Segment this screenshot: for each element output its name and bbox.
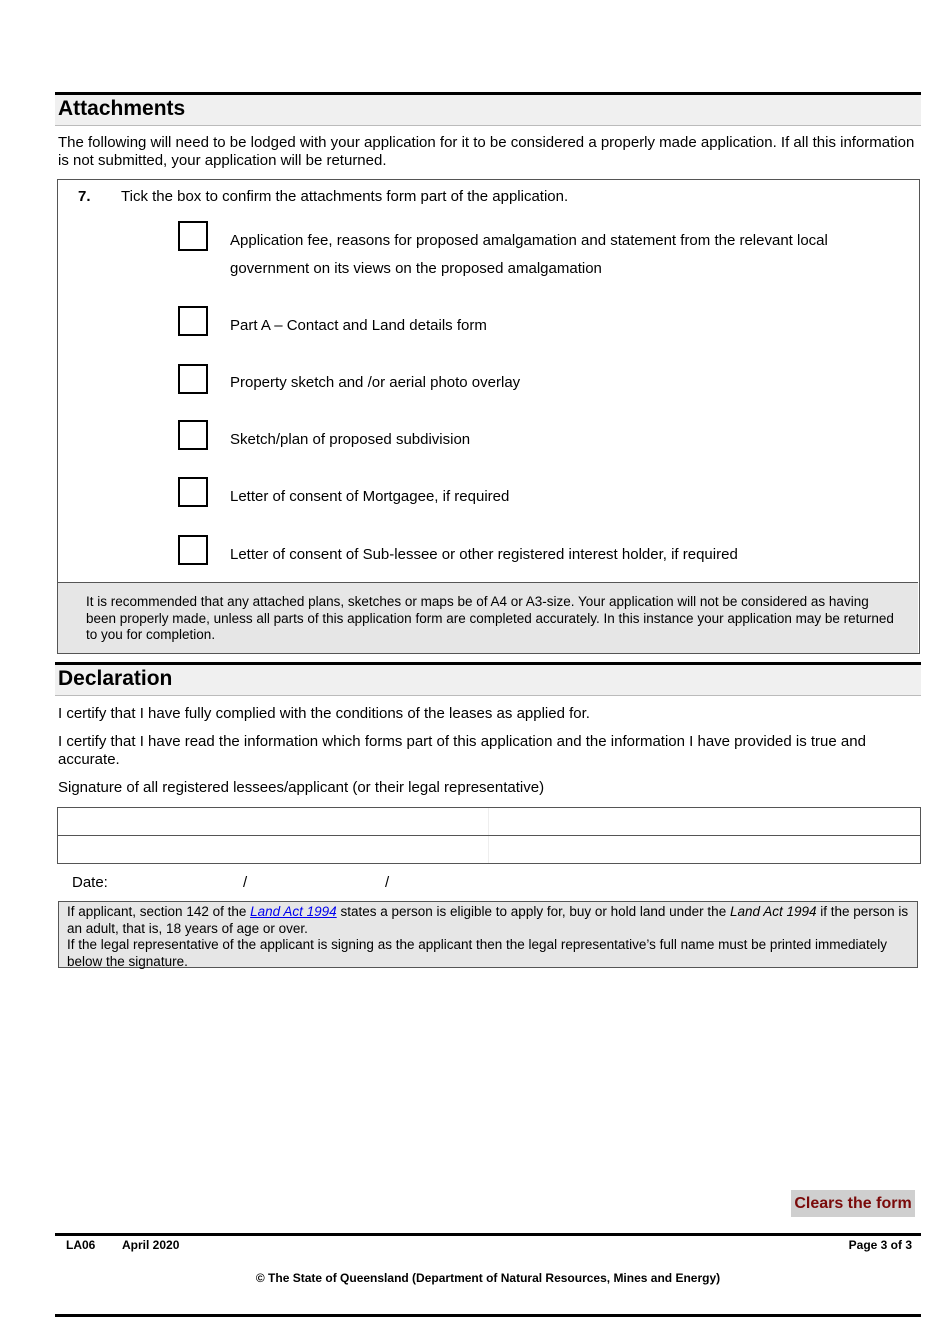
label-application-fee: Application fee, reasons for proposed amalgamation and statement from the relevant local government on its views on the proposed amalgamation [230,232,828,277]
date-label: Date: [72,874,108,891]
footer-page: Page 3 of 3 [848,1238,912,1252]
land-act-link[interactable]: Land Act 1994 [250,904,337,919]
note-part-2: states a person is eligible to apply for, buy or hold land under the [336,904,730,919]
date-separator-1: / [243,874,248,891]
question-text: Tick the box to confirm the attachments form part of the application. [121,188,569,205]
note-line-2: If the legal representative of the applicant is signing as the applicant then the legal representative’s full name must be printed immediately below the signature. [67,937,887,969]
date-separator-2: / [385,874,390,891]
signature-label: Signature of all registered lessees/applicant (or their legal representative) [58,779,545,796]
checkbox-application-fee[interactable] [178,221,208,251]
clear-form-button[interactable]: Clears the form [791,1190,915,1217]
declaration-header [55,662,921,696]
footer-rule-bottom [55,1314,921,1317]
declaration-title: Declaration [58,667,173,690]
attachments-note-box [58,582,918,653]
checkbox-subdivision-plan[interactable] [178,420,208,450]
note-italic-act: Land Act 1994 [729,904,817,919]
label-sublessee-consent: Letter of consent of Sub-lessee or other registered interest holder, if required [230,546,738,563]
declaration-note-box [58,901,918,968]
attachments-title: Attachments [58,97,186,120]
date-year-field[interactable] [398,868,518,894]
note-part-1: If applicant, section 142 of the [67,904,251,919]
checkbox-sublessee-consent[interactable] [178,535,208,565]
declaration-line-1: I certify that I have fully complied with the conditions of the leases as applied for. [58,705,590,722]
label-subdivision-plan: Sketch/plan of proposed subdivision [230,431,471,448]
checkbox-property-sketch[interactable] [178,364,208,394]
label-property-sketch: Property sketch and /or aerial photo overlay [230,374,521,391]
declaration-line-2: I certify that I have read the information which forms part of this application and the information I have provided is true and accurate. [58,733,866,768]
attachments-header [55,92,921,126]
question-number: 7. [78,188,91,205]
signature-field-2[interactable] [57,835,921,864]
label-mortgagee-consent: Letter of consent of Mortgagee, if required [230,488,510,505]
label-part-a: Part A – Contact and Land details form [230,317,487,334]
footer-rule-top [55,1233,921,1236]
date-day-field[interactable] [120,868,240,894]
attachments-intro: The following will need to be lodged with your application for it to be considered a properly made application. If all this information is not submitted, your application will be returned. [58,134,915,169]
signature-field-1[interactable] [57,807,921,836]
declaration-note [67,904,912,970]
attachments-note: It is recommended that any attached plans, sketches or maps be of A4 or A3-size. Your application will not be considered as having been properly made, unless all parts of this application form are completed accurately. In this instance your application may be returned to you for completion. [86,594,894,642]
footer-form-code: LA06 [66,1238,96,1252]
note-part-3: if the person is an adult, that is, 18 years of age or over. [67,904,909,936]
date-month-field[interactable] [255,868,380,894]
checkbox-mortgagee-consent[interactable] [178,477,208,507]
footer-date: April 2020 [122,1238,180,1252]
footer-copyright: © The State of Queensland (Department of Natural Resources, Mines and Energy) [255,1271,721,1285]
checkbox-part-a[interactable] [178,306,208,336]
